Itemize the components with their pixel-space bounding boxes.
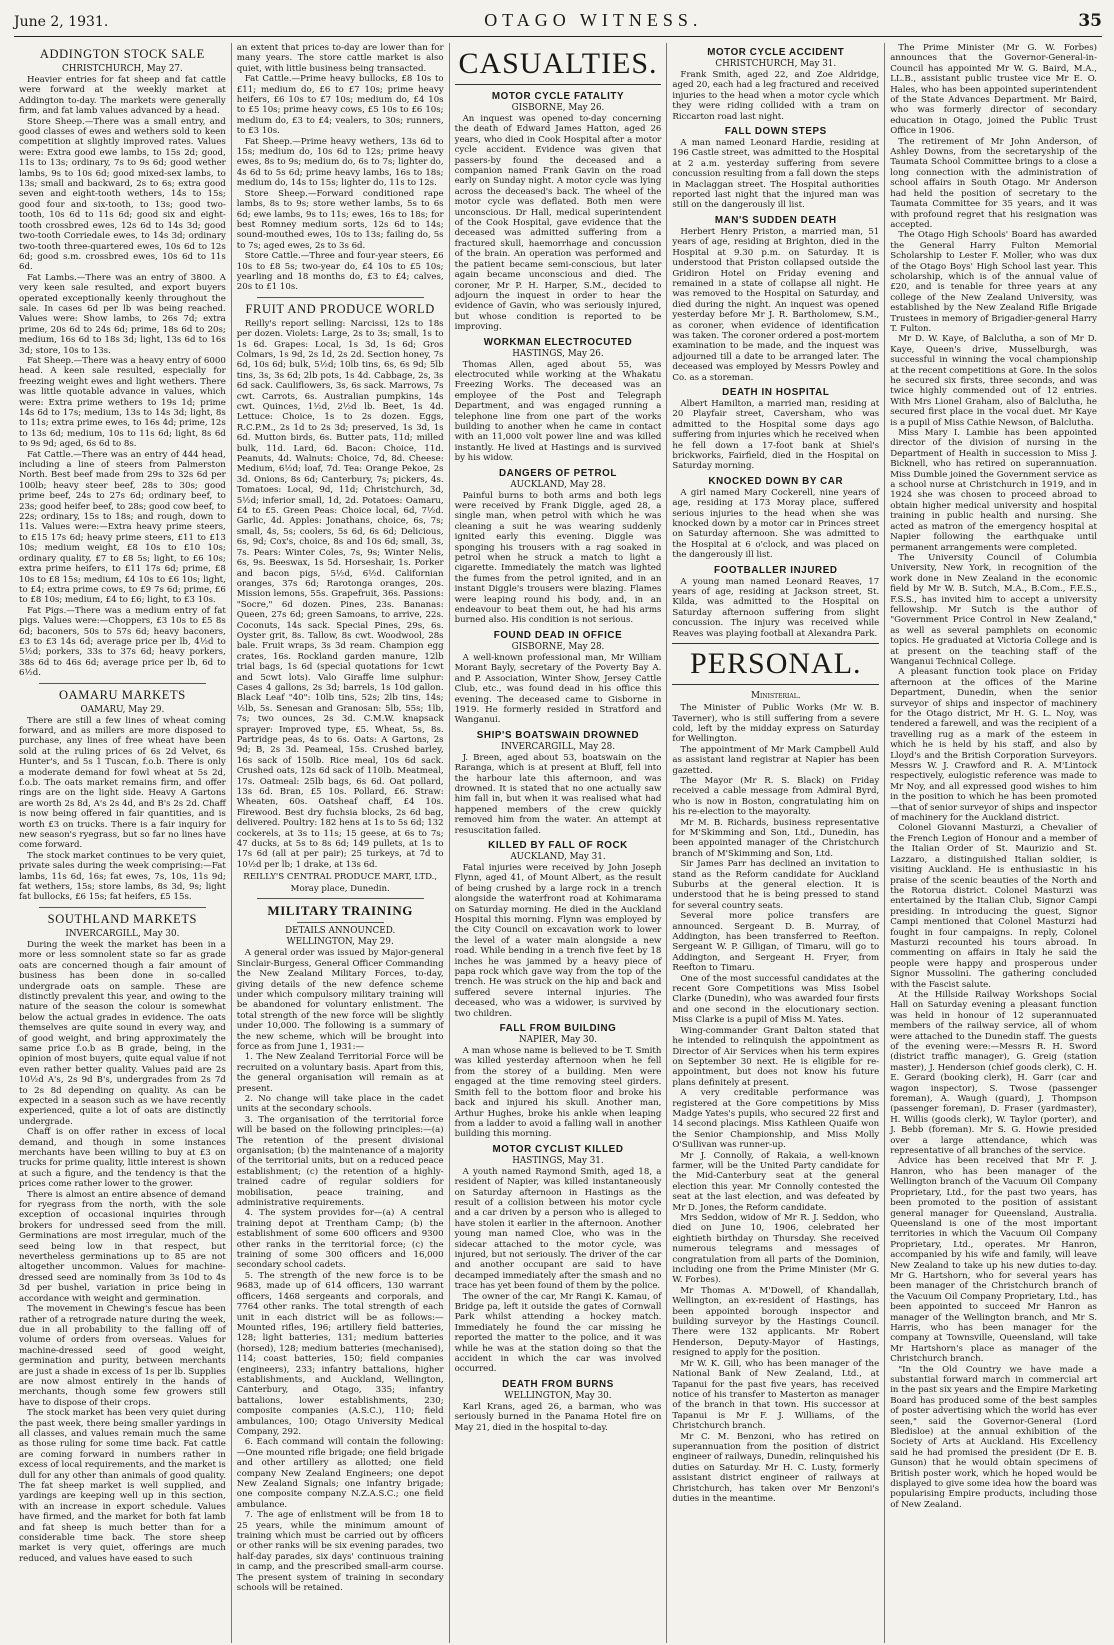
paragraph: A general order was issued by Major-general Sinclair-Burgess, General Officer Commanding the New Zealand Military Forces, to-day, giving details of the new defence scheme under which compulsory military training will be abandoned for voluntary enlistment. The total strength of the new force will be slightly under 10,000. The following is a summary of the new scheme, which will be brought into force as from June 1, 1931:— [236,948,444,1052]
paragraph: Herbert Henry Priston, a married man, 51 years of age, residing at Brighton, died in the Hospital at 9.30 p.m. on Saturday. It is understood that Priston collapsed outside the Gridiron Hotel on Friday evening and remained in a state of collapse all night. He was removed to the Hospital on Saturday, and died during the night. An inquest was opened yesterday before Mr J. R. Bartholomew, S.M., as coroner, when evidence of identification was taken. The coroner ordered a post-mortem examination to be made, and the inquest was adjourned till a date to be arranged later. The deceased was employed by Messrs Powley and Co. as a storeman. [672,226,880,383]
issue-date: June 2, 1931. [14,14,109,30]
dateline: WELLINGTON, May 30. [504,1390,612,1401]
article-heading: DANGERS OF PETROL [499,467,617,479]
paragraph: At the Hillside Railway Workshops Social Hall on Saturday evening a pleasant function was held in honour of 12 superannuated members of the railway service, all of whom were attached to the Dunedin staff. The guests of the evening were:—Messrs R. H. Sword (district traffic manager), G. Greig (station master), J. Henderson (chief goods clerk), C. H. E. Gerard (booking clerk), H. Garr (car and wagon inspector), S. Twose (passenger foreman), A. Waugh (guard), J. Thompson (passenger foreman), D. Fraser (yardmaster), H. Willis (goods clerk), W. Taylor (porter), and J. Bebb (foreman). Mr S. G. Howie presided over a large attendance, which was representative of all branches of the service. [890,989,1097,1157]
dateline: GISBORNE, May 28. [511,641,605,652]
paragraph: One of the most successful candidates at the recent Gore Competitions was Miss Isobel Clarke (Dunedin), who was awarded four firsts and one second in the elocutionary section. Miss Clarke is a pupil of Miss M. Yates. [672,973,880,1026]
paragraph: Painful burns to both arms and both legs were received by Frank Diggle, aged 28, a single man, when petrol with which he was cleaning a suit he was wearing suddenly ignited early this evening. Diggle was sponging his trousers with a rag soaked in petrol when he struck a match to light a cigarette. Immediately the match was lighted the fumes from the petrol ignited, and in an instant Diggle's trousers were blazing. Flames were leaping round his body, and, in an endeavour to beat them out, he had his arms burned also. His condition is not serious. [454,490,662,626]
dateline: HASTINGS, May 26. [512,348,604,359]
paragraph: The Minister of Public Works (Mr W. B. Taverner), who is still suffering from a severe cold, left by the midday express on Saturday for Wellington. [672,703,880,745]
dateline: GISBORNE, May 26. [511,103,605,113]
divider [39,683,206,684]
article-heading: ADDINGTON STOCK SALE [39,47,205,61]
paragraph: Miss Mary I. Lambie has been appointed director of the division of nursing in the Department of Health in succession to Miss J. Bicknell, who has retired on superannuation. Miss Dumble joined the Government service as a school nurse at Christchurch in 1919, and in 1924 she was chosen to proceed abroad to obtain higher medical university and hospital training in public health and nursing. She acted as matron of the emergency hospital at Napier following the earthquake until permanent arrangements were completed. [890,428,1097,553]
article-heading: FOOTBALLER INJURED [714,564,838,576]
column-5 [885,43,1102,1643]
paragraph: During the week the market has been in a more or less somnolent state so far as grade oats are concerned though a fair amount of business has been done in so-called undergrade oats on sample. These are distinctly prevalent this year, and owing to the nature of the season the colour is somewhat below the actual grades in evidence. The oats themselves are quite sound in every way, and of good weight, and bring approximately the same price f.o.b as B grade, being, in the opinion of most buyers, quite equal value if not even rather better quality. Values paid are 2s 10½d A's, 2s 9d B's, undergrades from 2s 7d to 2s 8d depending on quality. As can be expected in a season such as we have recently experienced, quite a lot of oats are distinctly undergrade. [19,939,226,1127]
paragraph: 7. The age of enlistment will be from 18 to 25 years, while the minimum amount of training which must be carried out by officers or other ranks will be six evening parades, two half-day parades, six days' continuous training in camp, and the prescribed small-arm course. The present system of training in secondary schools will be retained. [236,1510,444,1594]
paragraph: 4. The system provides for—(a) A central training depot at Trentham Camp; (b) the establishment of some 600 officers and 9300 other ranks in the territorial force; (c) the training of some 300 officers and 16,000 secondary school cadets. [236,1208,444,1271]
section-heading: PERSONAL. [672,643,879,685]
article-heading: KILLED BY FALL OF ROCK [488,839,628,851]
paragraph: Mr J. Connolly, of Rakaia, a well-known farmer, will be the United Party candidate for the Mid-Canterbury seat at the general election this year. Mr Connolly contested the seat at the last election, and was defeated by Mr D. Jones, the Reform candidate. [672,1150,880,1213]
paragraph: Colonel Giovanni Masturzi, a Chevalier of the French Legion of Honour and a member of the Italian Order of St. Maurizio and St. Lazzaro, a distinguished Italian soldier, is visiting Auckland. He is enthusiastic in his praise of the scenic beauties of the North and the Rotorua district. Colonel Masturzi was entertained by the Italian Club, Signor Campi presiding. In introducing the guest, Signor Campi mentioned that Colonel Masturzi had fought in four campaigns. In reply, Colonel Masturzi recounted his tours abroad. In commenting on affairs in Italy he said the people were happy and prosperous under Signor Mussolini. The gathering concluded with the Fascist salute. [890,823,1097,990]
paragraph: The University Council of Columbia University, New York, in recognition of the work done in New Zealand in the economic field by Mr W. B. Sutch, M.A., B.Com., F.E.S., F.S.S., has invited him to accept a university fellowship. Mr Sutch is the author of "Government Price Control in New Zealand," as well as several pamphlets on economic topics. He graduated at Victoria College and is at present on the teaching staff of the Wanganui Technical College. [890,552,1097,667]
column-2 [232,43,450,1643]
paragraph: 1. The New Zealand Territorial Force will be recruited on a voluntary basis. Apart from this, the general organisation will remain as at present. [236,1052,444,1094]
subheading: Ministerial. [751,691,801,702]
paragraph: A young man named Leonard Reaves, 17 years of age, residing at Jackson street, St. Kilda, was admitted to the Hospital on Saturday afternoon suffering from slight concussion. The injury was received while Reaves was playing football at Alexandra Park. [672,576,880,639]
paragraph: Mr Thomas A. M'Dowell, of Khandallah, Wellington, an ex-resident of Hastings, has been appointed borough inspector and building surveyor by the Hastings Council. There were 132 applicants. Mr Robert Henderson, Deputy-Mayor of Hastings, resigned to apply for the position. [672,1285,880,1359]
divider [297,922,384,923]
article-heading: FRUIT AND PRODUCE WORLD [245,301,435,316]
paragraph: Karl Krans, aged 26, a barman, who was seriously burned in the Panama Hotel fire on May 21, died in the hospital to-day. [454,1401,662,1433]
column-4 [667,43,885,1643]
paragraph: The stock market continues to be very quiet, private sales during the week comprising:—Fat lambs, 11s 6d, 16s; fat ewes, 7s, 10s, 11s 9d; fat wethers, 15s; store lambs, 8s 3d, 9s; light fat bullocks, £6 15s; fat heifers, £5 15s. [19,850,226,903]
paragraph: "In the Old Country we have made a substantial forward march in commercial art in the past six years and the Empire Marketing Board has produced some of the best samples of poster advertising which the world has ever seen," said the Governor-General (Lord Bledisloe) at the annual exhibition of the Society of Arts at Auckland. His Excellency said he had promised the president (Dr E. B. Gunson) that he would obtain specimens of British poster work, which he hoped would be displayed to give some idea how the board was popularising Empire products, including those of New Zealand. [890,1364,1097,1510]
paragraph: 3. The organisation of the territorial force will be based on the following principles:—(a) The retention of the present divisional organisation; (b) the maintenance of a majority of the territorial units, but on a reduced peace establishment; (c) the retention of a highly-trained cadre of regular soldiers for mobilisation, peace training, and administrative requirements. [236,1114,444,1209]
paragraph: The retirement of Mr John Anderson, of Ashley Downs, from the secretaryship of the Taumata School Committee brings to a close a long connection with the administration of school affairs in South Otago. Mr Anderson had held the position of secretary to the Taumata Committee for 35 years, and it was with profound regret that his resignation was accepted. [890,136,1097,230]
article-heading: SOUTHLAND MARKETS [47,911,198,926]
paragraph: A well-known professional man, Mr William Morant Bayly, secretary of the Poverty Bay A. and P. Association, Winter Show, Jersey Cattle Club, etc., was found dead in his office this evening. The deceased came to Gisborne in 1919. He formerly resided in Stratford and Wanganui. [454,652,662,726]
paper-title: OTAGO WITNESS. [484,10,703,30]
paragraph: Fatal injuries were received by John Joseph Flynn, aged 41, of Mount Albert, as the result of being crushed by a large rock in a trench alongside the waterfront road at Kohimarama on Saturday morning. He died in the Auckland Hospital this morning. Flynn was employed by the City Council on excavation work to lower the level of a water main alongside a new road. While bending in a trench five feet by 18 inches he was jammed by a heavy piece of papa rock which gave way from the top of the trench. He was struck on the hip and back and suffered severe internal injuries. The deceased, who was a widower, is survived by two children. [454,862,662,1019]
paragraph: The Otago High Schools' Board has awarded the General Harry Fulton Memorial Scholarship to Lester F. Moller, who was dux of the Otago Boys' High School last year. This scholarship, which is of the annual value of £20, and is tenable for three years at any college of the New Zealand University, was established by the New Zealand Rifle Brigade Trustees in memory of Brigadier-general Harry T. Fulton. [890,230,1097,334]
section-heading: CASUALTIES. [455,47,662,85]
dateline: INVERCARGILL, May 28. [500,741,616,752]
masthead [14,10,1102,37]
paragraph: an extent that prices to-day are lower than for many years. The store cattle market is also quiet, with little business being transacted. [236,43,444,74]
paragraph: The appointment of Mr Mark Campbell Auld as assistant land registrar at Napier has been gazetted. [672,744,880,776]
dateline: CHRISTCHURCH, May 31. [715,59,837,69]
divider [39,907,206,908]
article-heading: DEATH IN HOSPITAL [722,386,830,398]
dateline: AUCKLAND, May 28. [510,479,606,490]
dateline: OAMARU, May 29. [80,704,165,715]
paragraph: Fat Cattle.—There was an entry of 444 head, including a line of steers from Palmerston North. Best beef made from 29s to 32s 6d per 100lb; heavy steer beef, 28s to 30s; good prime beef, 24s to 27s 6d; ordinary beef, to 23s; good heifer beef, to 28s; good cow beef, to 22s; ordinary, 15s to 18s; and rough, down to 11s. Values were:—Extra heavy prime steers, to £15 17s 6d; heavy prime steers, £11 to £13 10s; medium weight, £8 10s to £10 10s; ordinary quality, £7 to £8 5s; light, to £6 10s; extra prime heifers, to £11 17s 6d; prime, £8 10s to £8 15s; medium, £4 10s to £6 10s; light, to £4; extra prime cows, to £9 7s 6d; prime, £6 to £8 10s; medium, £4 to £6; light, to £3 10s. [19,449,226,606]
dateline: AUCKLAND, May 31. [510,851,606,862]
paragraph: A pleasant function took place on Friday afternoon at the offices of the Marine Department, Dunedin, when the senior surveyor of ships and inspector of machinery for the Otago district, Mr H. G. L. Noy, was tendered a farewell, and was the recipient of a travelling rug as a mark of the esteem in which he is held by his staff, and also by Lloyd's and the British Corporation Surveyors. Messrs W. J. Crawford and R. A. M'Lintock respectively, eulogistic reference was made to Mr Noy, and all expressed good wishes to him in the position to which he has been promoted—that of senior surveyor of ships and inspector of machinery for the Auckland district. [890,667,1097,824]
paragraph: The owner of the car, Mr Rangi K. Kamau, of Bridge pa, left it outside the gates of Cornwall Park whilst attending a hockey match. Immediately he found the car missing he reported the matter to the police, and it was while he was at the station doing so that the accident in which the car was involved occurred. [454,1291,662,1375]
signature-address: Moray place, Dunedin. [290,884,390,895]
article-heading: KNOCKED DOWN BY CAR [708,475,844,487]
paragraph: 6. Each command will contain the following:—One mounted rifle brigade; one field brigade and other artillery as allotted; one field company New Zealand Engineers; one depot New Zealand Signals; one infantry brigade; one composite company N.Z.A.S.C.; one field ambulance. [236,1437,444,1510]
paragraph: 5. The strength of the new force is to be 9683, made up of 614 officers, 130 warrant officers, 1468 sergeants and corporals, and 7764 other ranks. The total strength of each unit in each district will be as follows:—Mounted rifles, 196; artillery field batteries, 128; light batteries, 131; medium batteries (horsed), 128; medium batteries (mechanised), 114; coast batteries, 150; field companies (engineers), 233; infantry battalions, higher establishments, and Auckland, Wellington, Canterbury, and Otago, 335; infantry battalions, lower establishments, 230; composite companies (A.S.C.), 110; field ambulances, 100; Otago University Medical Company, 292. [236,1270,444,1437]
paragraph: Frank Smith, aged 22, and Zoe Aldridge, aged 20, each had a leg fractured and received injuries to the head when a motor cycle which they were riding collided with a tram on Riccarton road last night. [672,70,880,122]
paragraph: Store Sheep.—Forward conditioned rape lambs, 8s to 9s; store wether lambs, 5s to 6s 6d; ewe lambs, 9s to 11s; ewes, 16s to 18s; for best Romney medium sorts, 12s 6d to 14s; sound-mouthed ewes, 10s to 13s; failing do, 5s to 7s; aged ewes, 2s to 3s 6d. [236,188,444,251]
paragraph: A youth named Raymond Smith, aged 18, a resident of Napier, was killed instantaneously on Saturday afternoon in Hastings as the result of a collision between his motor cycle and a car driven by a person who is alleged to have stolen it earlier in the afternoon. Another young man named Cloe, who was in the sidecar attached to the motor cycle, was injured, but not seriously. The driver of the car and another occupant are said to have decamped immediately after the smash and no trace has yet been found of them by the police. [454,1166,662,1292]
column-1 [14,43,232,1643]
paragraph: Store Cattle.—Three and four-year steers, £6 10s to £8 5s; two-year do, £4 10s to £5 10s; yearling and 18 months do, £3 to £4; calves, 20s to £1 10s. [236,251,444,293]
article-heading: MAN'S SUDDEN DEATH [714,214,837,226]
signature: REILLY'S CENTRAL PRODUCE MART, LTD., [243,872,438,883]
paragraph: Advice has been received that Mr F. J. Hanron, who has been manager of the Wellington branch of the Vacuum Oil Company Proprietary, Ltd., for the past two years, has been promoted to the position of assistant general manager for Queensland, Australia. Queensland is one of the most important territories in which the Vacuum Oil Company Proprietary, Ltd., operates. Mr Hanron, accompanied by his wife and family, will leave New Zealand to take up his new duties to-day. Mr G. Hartshorn, who for several years has been manager of the Christchurch branch of the Vacuum Oil Company Proprietary, Ltd., has been appointed to succeed Mr Hanron as manager of the Wellington branch, and Mr S. Harris, who has been manager for the company at Townsville, Queensland, will take Mr Hartshorn's place as manager of the Christchurch branch. [890,1156,1097,1365]
article-heading: SHIP'S BOATSWAIN DROWNED [476,729,640,741]
paragraph: Fat Lambs.—There was an entry of 3800. A very keen sale resulted, and export buyers operated exceptionally keenly throughout the sale. In cases 6d per lb was being reached. Values were: Show lambs, to 26s 7d; extra prime, 20s 6d to 24s 6d; prime, 18s 6d to 20s; medium, 16s 6d to 18s 3d; light, 13s 6d to 16s 3d; store, 10s to 13s. [19,272,226,356]
paragraph: Mr C. M. Benzoni, who has retired on superannuation from the position of district engineer of railways, Dunedin, relinquished his duties on Saturday. Mr H. C. Lusty, formerly assistant district engineer of railways at Christchurch, has taken over Mr Benzoni's duties in the meantime. [672,1431,880,1504]
article-heading: FALL DOWN STEPS [724,126,827,138]
paragraph: The Mayor (Mr R. S. Black) on Friday received a cable message from Admiral Byrd, who is now in Boston, congratulating him on his re-election to the mayoralty. [672,775,880,818]
dateline: INVERCARGILL, May 30. [65,928,180,939]
paragraph: Thomas Allen, aged about 55, was electrocuted while working at the Whakatu Freezing Works. The deceased was an employee of the Post and Telegraph Department, and was engaged running a telephone line from one part of the works building to another when he came in contact with an 11,000 volt power line and was killed instantly. He lived at Hastings and is survived by his widow. [454,359,662,464]
paragraph: There is almost an entire absence of demand for ryegrass from the north, with the sole exception of occasional inquiries through brokers for undressed seed from the mill. Germinations are most irregular, much of the seed being low in that respect, but nevertheless germinations up to 85 are not altogether uncommon. Values for machine-dressed seed are nominally from 3s 10d to 4s 3d per bushel, variation in price being in accordance with weight and germination. [19,1189,226,1304]
paragraph: Fat Cattle.—Prime heavy bullocks, £8 10s to £11; medium do, £6 to £7 10s; prime heavy heifers, £6 10s to £7 10s; medium do, £4 10s to £5 10s; prime heavy cows, £5 10s to £6 10s; medium do, £3 to £4; vealers, to 30s; runners, to £3 10s. [236,74,444,137]
divider [257,297,424,298]
article-heading: DEATH FROM BURNS [502,1378,614,1390]
paragraph: Store Sheep.—There was a small entry, and good classes of ewes and wethers sold to keen competition at slightly improved rates. Values were: Extra good ewe lambs, to 15s 2d; good, 11s to 13s; ordinary, 7s to 9s 6d; good wether lambs, 9s to 10s 6d; good mixed-sex lambs, to 13s; small and backward, 2s to 6s; extra good seven and eight-tooth wethers, 14s to 15s; good four and six-tooth, to 13s; good two-tooth, 10s 6d to 11s 6d; good six and eight-tooth crossbred ewes, 12s 6d to 14s 3d; good two-tooth Corriedale ewes, to 14s 3d; ordinary two-tooth three-quartered ewes, 10s 6d to 12s 6d; good s.m. crossbred ewes, 10s 6d to 11s 6d. [19,116,226,273]
paragraph: A very creditable performance was registered at the Gore competitions by Miss Madge Yates's pupils, who secured 22 first and 14 second placings. Miss Kathleen Quaife won the Senior Championship, and Miss Molly O'Sullivan was runner-up. [672,1088,880,1151]
paragraph: Chaff is on offer rather in excess of local demand, and though in some instances merchants have been willing to buy at £3 on trucks for prime quality, little interest is shown at such a figure, and the tendency is that the prices come rather lower to the grower. [19,1127,226,1190]
dateline: WELLINGTON, May 29. [286,937,394,948]
paragraph: The Prime Minister (Mr G. W. Forbes) announces that the Governor-General-in-Council has appointed Mr W. G. Baird, M.A., LL.B., assistant public trustee vice Mr E. O. Hales, who has been appointed superintendent of the State Advances Department. Mr Baird, who was formerly director of secondary education in Otago, joined the Public Trust Office in 1906. [890,43,1097,137]
dateline: NAPIER, May 30. [518,1035,598,1046]
paragraph: An inquest was opened to-day concerning the death of Edward James Hatton, aged 26 years, who died in Cook Hospital after a motor cycle accident. Evidence was given that passers-by found the deceased and a companion named Frank Gavin on the road early on Sunday night. A motor cycle was lying across the deceased's back. The wheel of the motor cycle was deflated. Both men were unconscious. Dr Hall, medical superintendent of the Cook Hospital, gave evidence that the deceased was admitted suffering from a fractured skull, haemorrhage and concussion of the brain. An operation was performed and the patient became semi-conscious, but later again became unconscious and died. The coroner, Mr P. H. Harper, S.M., decided to adjourn the inquest in order to hear the evidence of Gavin, who was seriously injured, but whose condition is reported to be improving. [454,114,662,333]
article-heading: WORKMAN ELECTROCUTED [483,336,633,348]
article-heading: FOUND DEAD IN OFFICE [493,629,623,641]
subheading: DETAILS ANNOUNCED. [285,926,396,937]
paragraph: Mrs Seddon, widow of Mr R. J. Seddon, who died on June 10, 1906, celebrated her eightieth birthday on Thursday. She received numerous telegrams and messages of congratulation from all parts of the Dominion, including one from the Prime Minister (Mr G. W. Forbes). [672,1213,880,1286]
paragraph: 2. No change will take place in the cadet units at the secondary schools. [236,1093,444,1115]
paragraph: J. Breen, aged about 53, boatswain on the Raranga, which is at present at Bluff, fell into the harbour late this afternoon, and was drowned. It is stated that no one actually saw him fall in, but when it was realised what had happened members of the crew quickly removed him from the water. An attempt at resuscitation failed. [454,752,662,836]
paragraph: Several more police transfers are announced. Sergeant D. B. Murray, of Addington, has been transferred to Reefton. Sergeant W. P. Gilligan, of Timaru, will go to Addington, and Sergeant H. Fryer, from Reefton to Timaru. [672,911,880,974]
paragraph: The stock market has been very quiet during the past week, there being smaller yardings in all classes, and values remain much the same as those ruling for some time back. Fat cattle are coming forward in numbers rather in excess of local requirements, and the market is dull for any other than animals of good quality. The fat sheep market is well supplied, and yardings are keeping well up in this section, with an increase in export schedule. Values have firmed, and the market for both fat lamb and fat sheep is much better than for a considerable time back. The store sheep market is very quiet, offerings are much reduced, and values have eased to such [19,1408,226,1564]
paragraph: Fat Sheep.—There was a heavy entry of 6000 head. A keen sale resulted, especially for freezing weight ewes and light wethers. There was little quotable advance in values, which were: Extra prime wethers to 19s 1d; prime 14s 6d to 17s; medium, 13s to 14s 3d; light, 8s to 11s; extra prime ewes, to 16s 4d; prime, 12s to 13s 6d; medium, 10s to 11s 6d; light, 8s 6d to 9s 9d; aged, 6s 6d to 8s. [19,355,226,450]
paragraph: The movement in Chewing's fescue has been rather of a retrograde nature during the week, due in all probability to the falling off of volume of orders from overseas. Values for machine-dressed seed of good weight, germination and purity, between merchants are just a shade in excess of 1s per lb. Supplies are now almost entirely in the hands of merchants, though some few growers still have to dispose of their crops. [19,1304,226,1408]
page-number: 35 [1078,11,1102,31]
article-heading: OAMARU MARKETS [58,687,186,702]
paragraph: Mr W. K. Gill, who has been manager of the National Bank of New Zealand, Ltd., at Tapanui for the past five years, has received notice of his transfer to Masterton as manager of the branch in that town. His successor at Tapanui is Mr F. J. Williams, of the Christchurch branch. [672,1358,880,1432]
dateline: HASTINGS, May 31. [512,1155,604,1166]
article-heading: MILITARY TRAINING [267,903,414,919]
paragraph: Wing-commander Grant Dalton stated that he intended to relinquish the appointment as Director of Air Services when his term expires on September 30 next. He is eligible for re-appointment, but does not know his future plans definitely at present. [672,1025,880,1088]
paragraph: Fat Sheep.—Prime heavy wethers, 13s 6d to 15s; medium do, 10s 6d to 12s; prime heavy ewes, 8s to 9s; medium do, 6s to 7s; lighter do, 4s 6d to 5s 6d; prime heavy lambs, 16s to 18s; medium do, 14s to 15s; lighter do, 11s to 12s. [236,136,444,189]
column-3 [450,43,668,1643]
paragraph: Heavier entries for fat sheep and fat cattle were forward at the weekly market at Addington to-day. The markets were generally firm, and fat lamb values advanced by a head. [19,75,226,117]
article-heading: FALL FROM BUILDING [499,1023,617,1035]
paragraph: A man named Leonard Hardie, residing at 196 Castle street, was admitted to the Hospital at 2 a.m. yesterday suffering from severe concussion resulting from a fall down the steps in Maclaggan street. The Hospital authorities reported last night that the injured man was still on the dangerously ill list. [672,138,880,211]
paragraph: Mr D. W. Kaye, of Balclutha, a son of Mr D. Kaye, Queen's drive, Musselburgh, was successful in winning the vocal championship at the recent competitions at Gore. In the solos he secured six firsts, three seconds, and was twice highly commended out of 12 entries. With Mrs Lionel Graham, also of Balclutha, he secured first place in the vocal duet. Mr Kaye is a pupil of Miss Cathie Newson, of Balclutha. [890,334,1097,428]
paragraph: Reilly's report selling: Narcissi, 12s to 18s per dozen. Violets: Large, 2s to 3s; small, 1s to 1s 6d. Grapes: Local, 1s 3d, 1s 6d; Gros Colmars, 1s 9d, 2s 1d, 2s 2d. Section honey, 7s 6d, 10s 6d; bulk, 5½d; 10lb tins, 6s, 6s 9d; 5lb tins, 3s, 3s 6d; 2lb pots, 1s 4d. Cabbage, 2s, 3s 6d sack. Cauliflowers, 3s, 6s sack. Marrows, 7s cwt. Carrots, 6s. Australian pumpkins, 14s cwt. Quinces, 1½d, 2½d lb. Beet, 1s 4d. Lettuce: Choice, 1s to 2s dozen. Eggs, R.C.P.M., 2s 1d to 2s 3d; preserved, 1s 3d, 1s 6d. Mutton birds, 6s. Butter pats, 11d; milled bulk, 11d. Lard, 6d. Bacon: Choice, 11d. Peanuts, 4d. Walnuts: Choice, 7d, 8d. Cheese: Medium, 6½d; loaf, 7d. Tea: Orange Pekoe, 2s 3d. Onions, 8s 6d; Canterbury, 7s; pickers, 4s. Tomatoes: Local, 9d, 11d; Christchurch, 3d, 5½d; inferior small, 1d, 2d. Potatoes: Oamaru, £4 to £5. Green Peas: Choice local, 6d, 7½d. Garlic, 4d. Apples: Jonathans, choice, 6s, 7s; small, 4s, 5s; coolers, 5s 6d, 6s 6d; Delicious, 6s, 9d; Cox's, choice, 8s and 10s 6d; small, 3s, 7s. Pears: Winter Coles, 7s, 9s; Winter Nelis, 6s, 9s. Beeswax, 1s 5d. Horseshair, 1s. Porker and bacon pigs, 5½d, 6½d. Californian oranges, 37s 6d; Rarotonga oranges, 20s. Mission lemons, 55s. Grapefruit, 36s. Passions: "Socre," 6d dozen. Pines, 23s. Bananas: Queen, 27s 6d; green Samoans, to arrive, 22s. Coconuts, 14s sack. Special Pines, 29s, 6s. Oyster grit, 8s. Tallow, 8s cwt. Woodwool, 28s bale. Fruit wraps, 3s 3d ream. Champion egg crates, 16s. Rockland garden manure, 12lb trial bags, 1s 6d (special quotations for 1cwt and 5cwt lots). Valo Giraffe lime sulphur: Cases 4 gallons, 2s 3d; barrels, 1s 10d gallon. Black Leaf "40": 10lb tins, 52s; 2lb tins, 14s; ½lb, 5s. Senesan and Granosan: 5lb, 55s; 1lb, 7s; two ounces, 2s 3d. C.M.W. knapsack sprayer: Improved type, £5. Wheat, 5s, 8s. Partridge peas, 4s to 6s. Oats: A Gartons, 2s 9d; B, 2s 3d. Peameal, 15s. Crushed barley, 16s sack of 150lb. Rice meal, 10s 6d sack. Crushed oats, 12s 6d sack of 110lb. Meatmeal, 17s. Oatmeal: 25lb bags, 6s 6d. Oat pollard, 13s 6d. Bran, £5 10s. Pollard, £6. Straw: Wheaten, 60s. Oatsheaf chaff, £4 10s. Firewood. Best dry fuchsia blocks, 2s 6d bag, delivered. Poultry: 182 hens at 1s to 5s 6d; 132 cockerels, at 3s to 11s; 15 geese, at 6s to 7s; 47 ducks, at 5s to 8s 6d; 149 pullets, at 1s to 17s 6d (all at per pair); 25 turkeys, at 7d to 10½d per lb; 1 drake, at 13s 6d. [236,318,444,870]
article-heading: MOTOR CYCLE ACCIDENT [707,47,845,58]
paragraph: A man whose name is believed to be T. Smith was killed yesterday afternoon when he fell from the storey of a building. Men were engaged at the time removing steel girders. Smith fell to the bottom floor and broke his back and injured his skull. Another man, Arthur Hughes, broke his ankle when leaping from a ladder to avoid a falling wall in another building this morning. [454,1046,662,1140]
paragraph: Albert Hamilton, a married man, residing at 20 Playfair street, Caversham, who was admitted to the Hospital some days ago suffering from injuries which he received when he fell down a 17-foot bank at Shiel's brickworks, Fairfield, died in the Hospital on Saturday morning. [672,398,880,472]
article-heading: MOTOR CYCLIST KILLED [492,1143,624,1155]
divider [257,898,424,899]
paragraph: Sir James Parr has declined an invitation to stand as the Reform candidate for Auckland Suburbs at the general election. It is understood that he is being pressed to stand for several country seats. [672,859,880,911]
dateline: CHRISTCHURCH, May 27. [61,64,183,74]
article-heading: MOTOR CYCLE FATALITY [491,91,625,102]
paragraph: A girl named Mary Cockerell, nine years of age, residing at 173 Moray place, suffered serious injuries to the head when she was knocked down by a motor car in Princes street on Saturday afternoon. She was admitted to the Hospital at 6 o'clock, and was placed on the dangerously ill list. [672,487,880,561]
paragraph: Fat Pigs.—There was a medium entry of fat pigs. Values were:—Choppers, £3 10s to £5 8s 6d; baconers, 50s to 57s 6d; heavy baconers, £3 to £3 14s 6d; average price per lb, 4½d to 5½d; porkers, 33s to 37s 6d; heavy porkers, 38s 6d to 46s 6d; average price per lb, 6d to 6½d. [19,605,226,679]
paragraph: There are still a few lines of wheat coming forward, and as millers are more disposed to purchase, any lines of free wheat have been sold at the ruling prices of 6s 2d Velvet, 6s Hunter's, and 5s 1 Tuscan, f.o.b. There is only a moderate demand for fowl wheat at 5s 2d, f.o.b. The oats market remains firm, and offer rings are on the light side. Heavy A Gartons are worth 2s 8d, A's 2s 4d, and B's 2s 2d. Chaff is now being offered in fair quantities, and is worth £3 on trucks. There is a fair inquiry for new season's ryegrass, but so far no lines have come forward. [19,715,226,851]
paragraph: Mr M. B. Richards, business representative for M'Skimming and Son, Ltd., Dunedin, has been appointed manager of the Christchurch branch of M'Skimming and Son, Ltd. [672,817,880,859]
